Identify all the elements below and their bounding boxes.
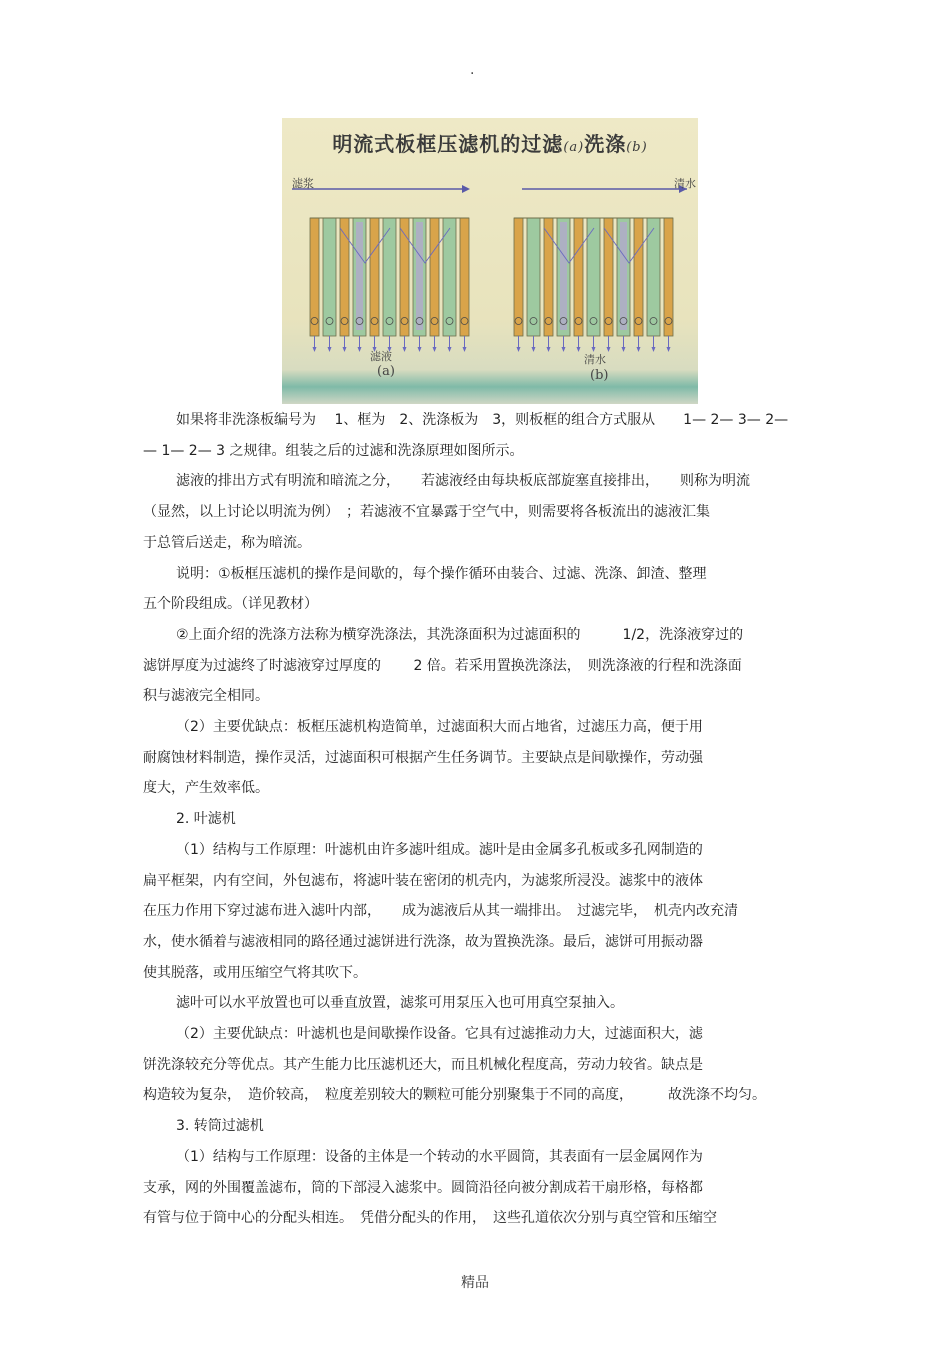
figure-title: 明流式板框压滤机的过滤(a)洗涤(b) (332, 132, 648, 156)
frame-member (664, 218, 673, 336)
outlet-arrow (328, 347, 332, 352)
outlet-arrow (577, 347, 581, 352)
label-clean-water: 清水 (584, 353, 606, 366)
paragraph-line: 3. 转筒过滤机 (176, 1118, 264, 1135)
label-b: (b) (590, 368, 609, 383)
outlet-arrow (418, 347, 422, 352)
outlet-arrow (637, 347, 641, 352)
paragraph-line: 水，使水循着与滤液相同的路径通过滤饼进行洗涤，故为置换洗涤。最后，滤饼可用振动器 (143, 933, 703, 950)
paragraph-line: 积与滤液完全相同。 (143, 688, 269, 705)
paragraph-line: 2. 叶滤机 (176, 811, 236, 828)
filter-cloth (356, 222, 363, 330)
frame-member (310, 218, 319, 336)
paragraph-line: 滤液的排出方式有明流和暗流之分， 若滤液经由每块板底部旋塞直接排出， 则称为明流 (176, 473, 750, 490)
page-top-mark: . (470, 62, 475, 78)
frame-member (400, 218, 409, 336)
label-slurry: 滤浆 (292, 177, 314, 190)
outlet-arrow (652, 347, 656, 352)
paragraph-line: （1）结构与工作原理：设备的主体是一个转动的水平圆筒，其表面有一层金属网作为 (176, 1148, 703, 1165)
assembly-b (514, 218, 673, 352)
outlet-arrow (517, 347, 521, 352)
page-footer: 精品 (461, 1275, 489, 1291)
label-filtrate: 滤液 (370, 350, 392, 363)
filter-cloth (560, 222, 567, 330)
paragraph-line: 饼洗涤较充分等优点。其产生能力比压滤机还大，而且机械化程度高，劳动力较省。缺点是 (143, 1056, 703, 1073)
frame-member (340, 218, 349, 336)
outlet-arrow (547, 347, 551, 352)
outlet-arrow (448, 347, 452, 352)
outlet-arrow (622, 347, 626, 352)
plate-member (527, 218, 540, 336)
paragraph-line: 耐腐蚀材料制造，操作灵活，过滤面积可根据产生任务调节。主要缺点是间歇操作，劳动强 (143, 749, 703, 766)
filter-cloth (416, 222, 423, 330)
paragraph-line: 度大，产生效率低。 (143, 780, 269, 797)
paragraph-line: 说明：①板框压滤机的操作是间歇的，每个操作循环由装合、过滤、洗涤、卸渣、整理 (176, 565, 707, 582)
paragraph-line: （1）结构与工作原理：叶滤机由许多滤叶组成。滤叶是由金属多孔板或多孔网制造的 (176, 841, 703, 858)
outlet-arrow (343, 347, 347, 352)
filter-press-figure (282, 118, 698, 404)
paragraph-line: 有管与位于筒中心的分配头相连。 凭借分配头的作用， 这些孔道依次分别与真空管和压缩空 (143, 1210, 717, 1227)
paragraph-line: 扁平框架，内有空间，外包滤布，将滤叶装在密闭的机壳内，为滤浆所浸没。滤浆中的液体 (143, 872, 703, 889)
frame-member (460, 218, 469, 336)
paragraph-line: 构造较为复杂， 造价较高， 粒度差别较大的颗粒可能分别聚集于不同的高度， 故洗涤不均匀。 (143, 1087, 766, 1104)
outlet-arrow (358, 347, 362, 352)
paragraph-line: 在压力作用下穿过滤布进入滤叶内部， 成为滤液后从其一端排出。 过滤完毕， 机壳内改充清 (143, 903, 738, 920)
frame-member (634, 218, 643, 336)
assembly-a (310, 218, 469, 352)
paragraph-line: 五个阶段组成。（详见教材） (143, 596, 318, 613)
paragraph-line: 滤叶可以水平放置也可以垂直放置，滤浆可用泵压入也可用真空泵抽入。 (176, 995, 624, 1012)
outlet-arrow (463, 347, 467, 352)
outlet-arrow (607, 347, 611, 352)
paragraph-line: （2）主要优缺点：叶滤机也是间歇操作设备。它具有过滤推动力大，过滤面积大，滤 (176, 1026, 703, 1043)
plate-member (323, 218, 336, 336)
frame-member (514, 218, 523, 336)
paragraph-line: ②上面介绍的洗涤方法称为横穿洗涤法，其洗涤面积为过滤面积的 1/2，洗涤液穿过的 (176, 626, 744, 643)
outlet-arrow (667, 347, 671, 352)
body-text (143, 405, 808, 1234)
frame-member (574, 218, 583, 336)
filter-cloth (620, 222, 627, 330)
paragraph-line: 如果将非洗涤板编号为 1、框为 2、洗涤板为 3，则板框的组合方式服从 1— 2— 3— 2— (176, 412, 789, 428)
outlet-arrow (562, 347, 566, 352)
outlet-arrow (313, 347, 317, 352)
paragraph-line: 支承，网的外围覆盖滤布，筒的下部浸入滤浆中。圆筒沿径向被分割成若干扇形格，每格都 (143, 1179, 703, 1196)
paragraph-line: （显然，以上讨论以明流为例） ；若滤液不宜暴露于空气中，则需要将各板流出的滤液汇集 (143, 504, 710, 521)
outlet-arrow (532, 347, 536, 352)
slurry-arrow (462, 185, 470, 193)
paragraph-line: 滤饼厚度为过滤终了时滤液穿过厚度的 2 倍。若采用置换洗涤法， 则洗涤液的行程和洗涤面 (143, 657, 742, 674)
label-clean-water-top: 清水 (674, 177, 696, 190)
frame-member (430, 218, 439, 336)
paragraph-line: （2）主要优缺点：板框压滤机构造简单，过滤面积大而占地省，过滤压力高，便于用 (176, 719, 703, 736)
frame-member (544, 218, 553, 336)
outlet-arrow (403, 347, 407, 352)
frame-member (370, 218, 379, 336)
paragraph-line: — 1— 2— 3 之规律。组装之后的过滤和洗涤原理如图所示。 (143, 442, 524, 459)
filter-press-diagram (282, 118, 698, 404)
paragraph-line: 使其脱落，或用压缩空气将其吹下。 (143, 964, 367, 981)
paragraph-line: 于总管后送走，称为暗流。 (143, 534, 311, 551)
frame-member (604, 218, 613, 336)
label-a: (a) (377, 364, 395, 379)
outlet-arrow (433, 347, 437, 352)
